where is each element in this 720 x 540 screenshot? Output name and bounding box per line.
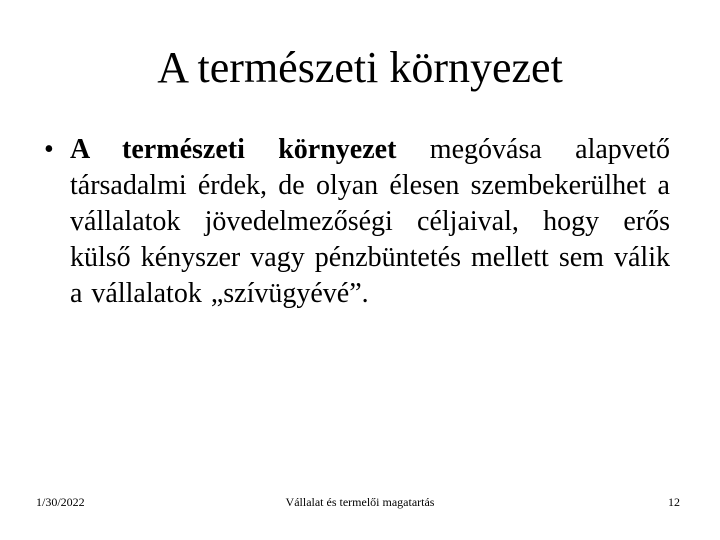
bullet-bold-lead: A természeti környezet — [70, 134, 397, 165]
bullet-text: megóvása alapvető társadalmi érdek, de olyan élesen szembekerülhet a vállalatok jövedelmezőségi céljaival, hogy erős külső kényszer vagy pénzbüntetés mellett sem válik a vállalatok „szívügyévé”. — [70, 134, 670, 309]
slide-title: A természeti környezet — [157, 43, 563, 92]
footer-page-number: 12 — [668, 495, 680, 509]
bullet-list — [36, 132, 670, 312]
footer-title: Vállalat és termelői magatartás — [285, 495, 435, 509]
bullet-marker: • — [44, 134, 54, 165]
bullet-item — [36, 132, 670, 312]
footer-date: 1/30/2022 — [36, 495, 85, 509]
